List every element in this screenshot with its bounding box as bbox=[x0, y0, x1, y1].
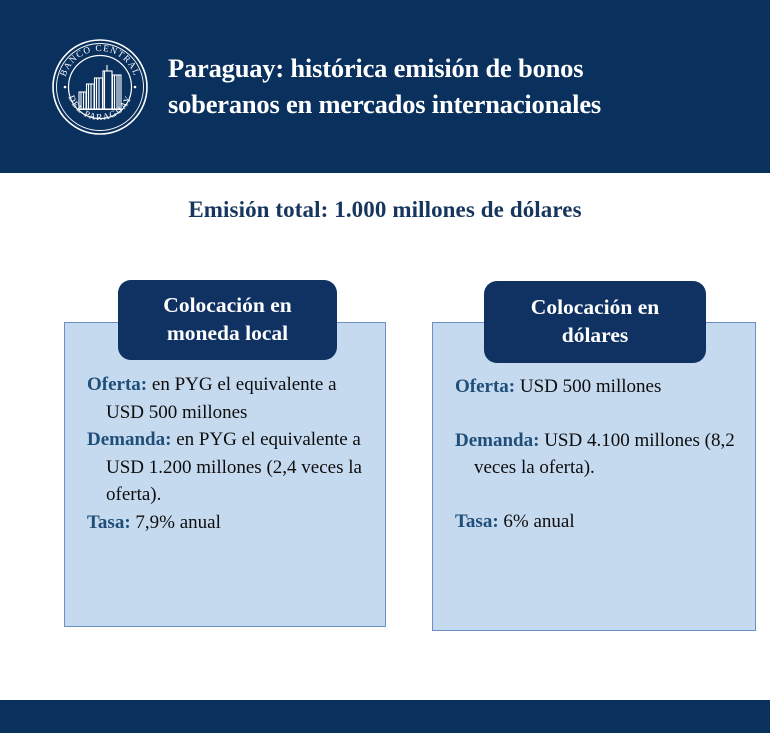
header-bar bbox=[0, 0, 770, 173]
entry-value: en PYG el equivalente a USD 1.200 millones (2,4 veces la oferta). bbox=[106, 429, 362, 506]
total-emission-heading: Emisión total: 1.000 millones de dólares bbox=[188, 197, 582, 222]
page-title bbox=[168, 51, 601, 121]
page-title-line-1: Paraguay: histórica emisión de bonos bbox=[168, 53, 584, 84]
seal-text-top: BANCO CENTRAL bbox=[57, 42, 143, 78]
entry-label: Tasa: bbox=[87, 511, 131, 533]
badge-colocacion-dolares bbox=[484, 281, 706, 363]
entry-label: Oferta: bbox=[455, 376, 516, 397]
entry-value: USD 500 millones bbox=[515, 376, 662, 397]
badge-usd-line-2: dólares bbox=[561, 323, 629, 347]
entry-label: Oferta: bbox=[87, 374, 148, 395]
panel-local-body bbox=[87, 371, 371, 536]
entry-tasa-usd bbox=[455, 508, 741, 536]
footer-bar bbox=[0, 700, 770, 733]
svg-text:DEL PARAGUAY bbox=[66, 93, 133, 121]
entry-value: USD 4.100 millones (8,2 veces la oferta). bbox=[474, 429, 735, 479]
entry-value: en PYG el equivalente a USD 500 millones bbox=[106, 374, 337, 423]
entry-label: Demanda: bbox=[455, 429, 540, 451]
panel-colocacion-dolares bbox=[432, 322, 756, 631]
entry-value: 6% anual bbox=[498, 510, 575, 532]
entry-oferta-local bbox=[87, 371, 371, 426]
badge-colocacion-moneda-local bbox=[118, 280, 337, 360]
panel-usd-body bbox=[455, 373, 741, 535]
entry-label: Tasa: bbox=[455, 510, 499, 532]
entry-value: 7,9% anual bbox=[130, 511, 221, 533]
entry-demanda-local bbox=[87, 426, 371, 509]
svg-text:BANCO CENTRAL bbox=[58, 42, 142, 77]
entry-label: Demanda: bbox=[87, 429, 172, 451]
banco-central-del-paraguay-seal-icon bbox=[50, 37, 150, 137]
badge-local-line-2: moneda local bbox=[166, 321, 289, 345]
entry-tasa-local bbox=[87, 509, 371, 537]
entry-oferta-usd bbox=[455, 373, 741, 401]
badge-local-line-1: Colocación en bbox=[163, 293, 292, 318]
entry-demanda-usd bbox=[455, 427, 741, 482]
seal-text-bottom: DEL PARAGUAY bbox=[66, 93, 134, 122]
page-title-line-2: soberanos en mercados internacionales bbox=[168, 88, 602, 119]
panel-colocacion-moneda-local bbox=[64, 322, 386, 627]
badge-usd-line-1: Colocación en bbox=[530, 295, 660, 320]
